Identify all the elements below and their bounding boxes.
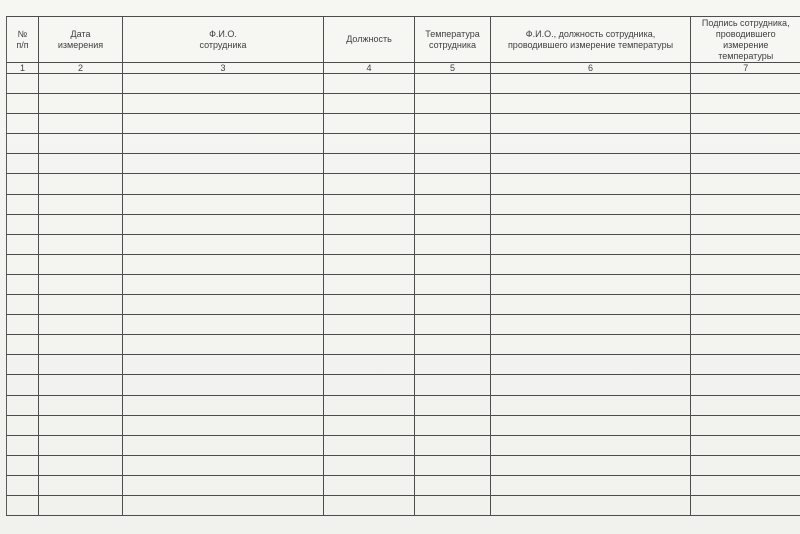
blank-entry-cell[interactable] [691, 335, 800, 355]
header-text: Дата [70, 28, 91, 39]
header-cell-position [324, 17, 415, 63]
blank-entry-cell[interactable] [324, 435, 415, 455]
blank-entry-cell[interactable] [491, 94, 691, 114]
blank-entry-cell[interactable] [415, 335, 491, 355]
temperature-log-table [6, 16, 800, 516]
header-text: измерение [723, 39, 769, 50]
blank-entry-cell[interactable] [324, 355, 415, 375]
blank-entry-cell[interactable] [691, 114, 800, 134]
header-cell-temperature [415, 17, 491, 63]
blank-entry-cell[interactable] [324, 94, 415, 114]
blank-entry-cell[interactable] [7, 74, 39, 94]
blank-entry-cell[interactable] [123, 415, 324, 435]
blank-entry-cell[interactable] [415, 134, 491, 154]
blank-entry-cell[interactable] [123, 435, 324, 455]
blank-entry-cell[interactable] [123, 174, 324, 194]
table-row [7, 134, 800, 154]
blank-entry-cell[interactable] [123, 395, 324, 415]
blank-entry-cell[interactable] [7, 274, 39, 294]
blank-entry-cell[interactable] [39, 274, 123, 294]
blank-entry-cell[interactable] [123, 134, 324, 154]
blank-entry-cell[interactable] [491, 214, 691, 234]
blank-entry-cell[interactable] [491, 194, 691, 214]
blank-entry-cell[interactable] [691, 274, 800, 294]
blank-entry-cell[interactable] [415, 415, 491, 435]
blank-entry-cell[interactable] [7, 355, 39, 375]
blank-entry-cell[interactable] [324, 495, 415, 515]
blank-entry-cell[interactable] [39, 435, 123, 455]
blank-entry-cell[interactable] [7, 194, 39, 214]
blank-entry-cell[interactable] [39, 495, 123, 515]
blank-entry-cell[interactable] [7, 415, 39, 435]
blank-entry-cell[interactable] [415, 395, 491, 415]
blank-entry-cell[interactable] [324, 395, 415, 415]
blank-entry-cell[interactable] [415, 154, 491, 174]
blank-entry-cell[interactable] [691, 315, 800, 335]
table-row [7, 375, 800, 395]
blank-entry-cell[interactable] [123, 335, 324, 355]
blank-entry-cell[interactable] [7, 254, 39, 274]
header-cell-signature [691, 17, 800, 63]
blank-entry-cell[interactable] [415, 254, 491, 274]
blank-entry-cell[interactable] [691, 234, 800, 254]
blank-entry-cell[interactable] [415, 495, 491, 515]
column-number: 2 [39, 63, 123, 74]
blank-entry-cell[interactable] [691, 214, 800, 234]
blank-entry-cell[interactable] [691, 415, 800, 435]
header-cell-measurer [491, 17, 691, 63]
blank-entry-cell[interactable] [7, 395, 39, 415]
blank-entry-cell[interactable] [39, 355, 123, 375]
table-row [7, 355, 800, 375]
blank-entry-cell[interactable] [415, 355, 491, 375]
blank-entry-cell[interactable] [491, 114, 691, 134]
blank-entry-cell[interactable] [324, 475, 415, 495]
column-number-row [7, 63, 800, 74]
blank-entry-cell[interactable] [7, 335, 39, 355]
blank-entry-cell[interactable] [491, 154, 691, 174]
blank-entry-cell[interactable] [123, 475, 324, 495]
blank-entry-cell[interactable] [491, 254, 691, 274]
blank-entry-cell[interactable] [39, 475, 123, 495]
blank-entry-cell[interactable] [324, 295, 415, 315]
column-number: 3 [123, 63, 324, 74]
column-number: 7 [691, 63, 800, 74]
table-row [7, 94, 800, 114]
blank-entry-cell[interactable] [123, 375, 324, 395]
blank-entry-cell[interactable] [123, 194, 324, 214]
header-text: измерения [57, 39, 104, 50]
header-text: Подпись сотрудника, [701, 17, 790, 28]
table-row [7, 455, 800, 475]
header-text: сотрудника [199, 39, 247, 50]
header-cell-employee-name [123, 17, 324, 63]
blank-entry-cell[interactable] [7, 495, 39, 515]
blank-entry-cell[interactable] [39, 174, 123, 194]
blank-entry-cell[interactable] [691, 495, 800, 515]
blank-entry-cell[interactable] [7, 114, 39, 134]
blank-entry-cell[interactable] [491, 274, 691, 294]
header-text: п/п [16, 39, 29, 50]
blank-entry-cell[interactable] [691, 134, 800, 154]
blank-entry-cell[interactable] [123, 154, 324, 174]
table-row [7, 274, 800, 294]
header-cell-date [39, 17, 123, 63]
table-row [7, 395, 800, 415]
table-row [7, 74, 800, 94]
blank-entry-cell[interactable] [415, 435, 491, 455]
table-row [7, 435, 800, 455]
blank-entry-cell[interactable] [7, 375, 39, 395]
table-row [7, 154, 800, 174]
blank-entry-cell[interactable] [415, 295, 491, 315]
blank-entry-cell[interactable] [691, 94, 800, 114]
blank-entry-cell[interactable] [324, 415, 415, 435]
column-number: 5 [415, 63, 491, 74]
blank-entry-cell[interactable] [7, 435, 39, 455]
blank-entry-cell[interactable] [691, 435, 800, 455]
blank-entry-cell[interactable] [491, 234, 691, 254]
blank-entry-cell[interactable] [691, 174, 800, 194]
blank-entry-cell[interactable] [324, 134, 415, 154]
header-text: температуры [718, 50, 774, 61]
column-number: 1 [7, 63, 39, 74]
header-text: сотрудника [428, 39, 477, 50]
blank-entry-cell[interactable] [7, 315, 39, 335]
blank-entry-cell[interactable] [415, 475, 491, 495]
blank-entry-cell[interactable] [691, 254, 800, 274]
blank-entry-cell[interactable] [324, 174, 415, 194]
blank-entry-cell[interactable] [7, 174, 39, 194]
table-row [7, 194, 800, 214]
header-text: Температура [425, 28, 480, 39]
blank-entry-cell[interactable] [7, 94, 39, 114]
blank-entry-cell[interactable] [415, 455, 491, 475]
blank-entry-cell[interactable] [491, 475, 691, 495]
blank-entry-cell[interactable] [691, 295, 800, 315]
table-row [7, 174, 800, 194]
blank-entry-cell[interactable] [39, 114, 123, 134]
blank-entry-cell[interactable] [415, 74, 491, 94]
blank-entry-cell[interactable] [123, 355, 324, 375]
blank-entry-cell[interactable] [691, 154, 800, 174]
blank-entry-cell[interactable] [415, 114, 491, 134]
blank-entry-cell[interactable] [123, 94, 324, 114]
blank-entry-cell[interactable] [39, 455, 123, 475]
blank-entry-cell[interactable] [324, 375, 415, 395]
blank-entry-cell[interactable] [415, 274, 491, 294]
header-text: Ф.И.О. [209, 28, 237, 39]
blank-entry-cell[interactable] [7, 214, 39, 234]
blank-entry-cell[interactable] [491, 455, 691, 475]
blank-entry-cell[interactable] [7, 154, 39, 174]
blank-entry-cell[interactable] [123, 114, 324, 134]
blank-entry-cell[interactable] [39, 395, 123, 415]
table-row [7, 415, 800, 435]
column-number: 4 [324, 63, 415, 74]
blank-entry-cell[interactable] [491, 295, 691, 315]
blank-entry-cell[interactable] [415, 94, 491, 114]
blank-entry-cell[interactable] [324, 194, 415, 214]
blank-entry-cell[interactable] [39, 134, 123, 154]
blank-entry-cell[interactable] [123, 315, 324, 335]
blank-entry-cell[interactable] [415, 214, 491, 234]
blank-entry-cell[interactable] [491, 74, 691, 94]
blank-entry-cell[interactable] [39, 154, 123, 174]
table-row [7, 315, 800, 335]
blank-entry-cell[interactable] [691, 194, 800, 214]
table-row [7, 295, 800, 315]
blank-entry-cell[interactable] [123, 214, 324, 234]
blank-entry-cell[interactable] [39, 375, 123, 395]
header-cell-number [7, 17, 39, 63]
blank-entry-cell[interactable] [324, 114, 415, 134]
blank-entry-cell[interactable] [491, 335, 691, 355]
blank-entry-cell[interactable] [691, 375, 800, 395]
blank-entry-cell[interactable] [415, 375, 491, 395]
blank-entry-cell[interactable] [691, 74, 800, 94]
header-text: Должность [346, 34, 392, 44]
blank-entry-cell[interactable] [415, 315, 491, 335]
table-row [7, 495, 800, 515]
table-row [7, 214, 800, 234]
blank-entry-cell[interactable] [39, 295, 123, 315]
blank-entry-cell[interactable] [39, 315, 123, 335]
table-row [7, 234, 800, 254]
blank-entry-cell[interactable] [491, 495, 691, 515]
table-row [7, 114, 800, 134]
blank-entry-cell[interactable] [39, 214, 123, 234]
blank-entry-cell[interactable] [324, 455, 415, 475]
blank-entry-cell[interactable] [415, 174, 491, 194]
blank-entry-cell[interactable] [324, 335, 415, 355]
blank-entry-cell[interactable] [324, 214, 415, 234]
blank-entry-cell[interactable] [123, 234, 324, 254]
blank-entry-cell[interactable] [123, 74, 324, 94]
blank-entry-cell[interactable] [7, 295, 39, 315]
column-number: 6 [491, 63, 691, 74]
header-text: № [17, 28, 28, 39]
blank-entry-cell[interactable] [491, 395, 691, 415]
header-text: проводившего [715, 28, 776, 39]
blank-entry-cell[interactable] [7, 455, 39, 475]
blank-entry-cell[interactable] [691, 475, 800, 495]
blank-entry-cell[interactable] [324, 274, 415, 294]
blank-entry-cell[interactable] [123, 274, 324, 294]
header-text: проводившего измерение температуры [507, 39, 674, 50]
blank-entry-cell[interactable] [39, 74, 123, 94]
blank-entry-cell[interactable] [491, 174, 691, 194]
entry-rows [7, 74, 800, 516]
blank-entry-cell[interactable] [324, 254, 415, 274]
header-text: Ф.И.О., должность сотрудника, [525, 28, 656, 39]
table-row [7, 254, 800, 274]
blank-entry-cell[interactable] [691, 395, 800, 415]
blank-entry-cell[interactable] [123, 295, 324, 315]
header-row [7, 17, 800, 63]
blank-entry-cell[interactable] [415, 234, 491, 254]
blank-entry-cell[interactable] [491, 315, 691, 335]
blank-entry-cell[interactable] [691, 455, 800, 475]
blank-entry-cell[interactable] [7, 475, 39, 495]
blank-entry-cell[interactable] [39, 335, 123, 355]
blank-entry-cell[interactable] [123, 495, 324, 515]
blank-entry-cell[interactable] [39, 254, 123, 274]
blank-entry-cell[interactable] [39, 194, 123, 214]
blank-entry-cell[interactable] [324, 154, 415, 174]
blank-entry-cell[interactable] [39, 415, 123, 435]
blank-entry-cell[interactable] [39, 234, 123, 254]
blank-entry-cell[interactable] [491, 435, 691, 455]
blank-entry-cell[interactable] [491, 375, 691, 395]
blank-entry-cell[interactable] [415, 194, 491, 214]
blank-entry-cell[interactable] [7, 134, 39, 154]
blank-entry-cell[interactable] [491, 134, 691, 154]
blank-entry-cell[interactable] [324, 74, 415, 94]
blank-entry-cell[interactable] [691, 355, 800, 375]
blank-entry-cell[interactable] [491, 355, 691, 375]
table-row [7, 335, 800, 355]
table-row [7, 475, 800, 495]
blank-entry-cell[interactable] [324, 234, 415, 254]
blank-entry-cell[interactable] [39, 94, 123, 114]
blank-entry-cell[interactable] [7, 234, 39, 254]
blank-entry-cell[interactable] [123, 254, 324, 274]
blank-entry-cell[interactable] [123, 455, 324, 475]
blank-entry-cell[interactable] [324, 315, 415, 335]
blank-entry-cell[interactable] [491, 415, 691, 435]
